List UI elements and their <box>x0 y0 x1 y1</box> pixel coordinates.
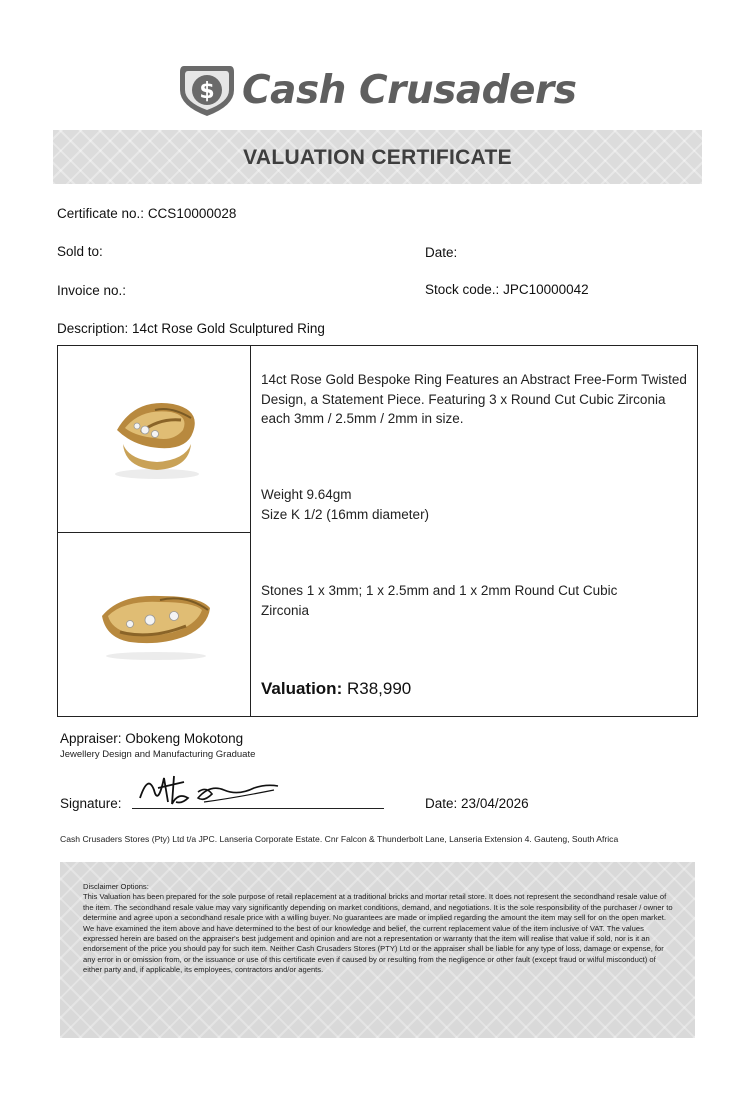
table-column-divider <box>250 346 251 716</box>
shield-dollar-icon <box>176 60 238 118</box>
item-stones: Stones 1 x 3mm; 1 x 2.5mm and 1 x 2mm Round Cut Cubic Zirconia <box>261 583 618 618</box>
stock-code <box>425 282 589 297</box>
ring-photo-bottom <box>90 586 220 666</box>
table-row-divider <box>58 532 251 533</box>
signature-date-label: Date: <box>425 796 458 811</box>
description <box>57 321 325 336</box>
brand-logo <box>176 60 586 120</box>
invoice-label: Invoice no.: <box>57 283 127 298</box>
item-weight: Weight 9.64gm <box>261 487 352 502</box>
valuation-value: R38,990 <box>346 679 412 698</box>
company-address: Cash Crusaders Stores (Pty) Ltd t/a JPC. Lanseria Corporate Estate. Cnr Falcon & Thunderbolt Lane, Lanseria Extension 4. Gauteng, South Africa <box>60 834 619 844</box>
signature-label: Signature: <box>60 796 122 811</box>
title-banner <box>53 130 702 184</box>
brand-name: Cash Crusaders <box>242 68 577 113</box>
disclaimer-paragraph-2: We have examined the item above and have determined to the best of our knowledge and belief, the current replacement value of the item inclusive of VAT. The values expressed herein are based on the appraiser's best judgement and opinion and are not a representation or warranty that the item will realise that value if sold, nor is it an endorsement of the price you should pay for such item. Neither Cash Crusaders Stores (PTY) Ltd or the appraiser shall be liable for any type of loss, damage or expense, for any error in or omission from, or the issuance or use of this certificate even if caused by or resulting from the negligence or other fault (except fraud or wilful misconduct) of either party and, if applicable, its employees, contractors and/or agents. <box>83 923 664 975</box>
sold-to-label: Sold to: <box>57 244 103 259</box>
certificate-value: CCS10000028 <box>147 206 237 221</box>
disclaimer-paragraph-1: This Valuation has been prepared for the sole purpose of retail replacement at a traditional bricks and mortar retail store. It does not represent the secondhand resale value of the item. The secondhand resale value may vary significantly depending on market conditions, demand, and negotiations. It is the sole responsibility of the purchaser / owner to determine and agree upon a secondhand resale price with a willing buyer. No guarantees are made or implied regarding the amount the item may sell for on the open market. <box>83 892 673 923</box>
item-description: 14ct Rose Gold Bespoke Ring Features an Abstract Free-Form Twisted Design, a Statement Piece. Featuring 3 x Round Cut Cubic Zirconia each 3mm / 2.5mm / 2mm in size. <box>261 372 687 426</box>
description-value: 14ct Rose Gold Sculptured Ring <box>132 321 325 336</box>
svg-text:$: $ <box>199 79 215 104</box>
description-label: Description: <box>57 321 129 336</box>
appraiser-title: Jewellery Design and Manufacturing Graduate <box>60 749 256 760</box>
item-size: Size K 1/2 (16mm diameter) <box>261 507 430 522</box>
handwritten-signature <box>134 768 294 812</box>
appraiser <box>60 731 243 746</box>
ring-photo-top <box>95 384 215 484</box>
stock-code-label: Stock code.: <box>425 282 500 297</box>
appraiser-name: Obokeng Mokotong <box>125 731 244 746</box>
signature-date-value: 23/04/2026 <box>461 796 529 811</box>
disclaimer-heading: Disclaimer Options: <box>83 882 149 891</box>
page-title: VALUATION CERTIFICATE <box>243 146 512 169</box>
valuation <box>261 679 411 699</box>
certificate-number <box>57 206 236 221</box>
appraiser-label: Appraiser: <box>60 731 122 746</box>
date-label-top: Date: <box>425 245 458 260</box>
stock-code-value: JPC10000042 <box>503 282 589 297</box>
disclaimer-box <box>60 862 695 1038</box>
item-table <box>57 345 698 717</box>
valuation-label: Valuation: <box>261 679 343 698</box>
signature-date <box>425 796 529 811</box>
certificate-label: Certificate no.: <box>57 206 145 221</box>
